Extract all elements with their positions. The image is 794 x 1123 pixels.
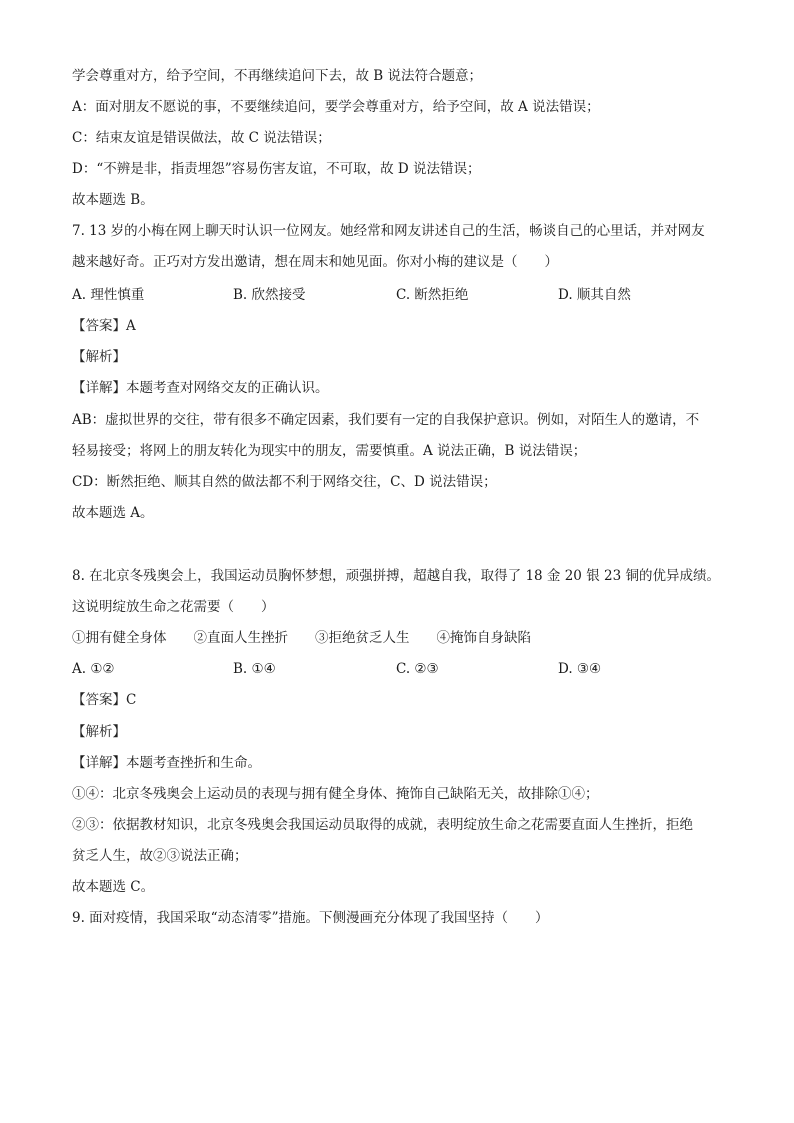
q7-stem-line-1: 7. 13 岁的小梅在网上聊天时认识一位网友。她经常和网友讲述自己的生活，畅谈自己的心里话，并对网友 (72, 223, 705, 239)
q8-detail: 【详解】本题考查挫折和生命。 (72, 755, 261, 771)
q8-option-b: B. ①④ (233, 661, 276, 677)
q7-option-a: A. 理性慎重 (72, 287, 145, 303)
q8-stem-line-2: 这说明绽放生命之花需要（ ） (72, 599, 275, 615)
q7-option-c: C. 断然拒绝 (396, 287, 469, 303)
q8-numbered-items: ①拥有健全身体 ②直面人生挫折 ③拒绝贫乏人生 ④掩饰自身缺陷 (72, 630, 531, 646)
q8-explanation-1: ①④：北京冬残奥会上运动员的表现与拥有健全身体、掩饰自己缺陷无关，故排除①④； (72, 786, 599, 802)
q7-conclusion: 故本题选 A。 (72, 505, 154, 521)
q6-option-d-explanation: D：“不辨是非，指责埋怨”容易伤害友谊，不可取，故 D 说法错误； (72, 161, 481, 177)
q8-explanation-2-line-2: 贫乏人生，故②③说法正确； (72, 848, 248, 864)
q8-analysis-heading: 【解析】 (72, 724, 126, 740)
q7-answer: 【答案】A (72, 318, 136, 334)
q8-option-d: D. ③④ (558, 661, 602, 677)
q7-cd-explanation: CD：断然拒绝、顺其自然的做法都不利于网络交往，C、D 说法错误； (72, 474, 497, 490)
q8-option-c: C. ②③ (396, 661, 439, 677)
q8-answer: 【答案】C (72, 692, 137, 708)
q6-text-line-1: 学会尊重对方，给予空间，不再继续追问下去，故 B 说法符合题意； (72, 68, 483, 84)
q7-option-b: B. 欣然接受 (233, 287, 306, 303)
q9-stem: 9. 面对疫情，我国采取“动态清零”措施。下侧漫画充分体现了我国坚持（ ） (72, 910, 549, 926)
q8-conclusion: 故本题选 C。 (72, 879, 155, 895)
q6-conclusion: 故本题选 B。 (72, 192, 154, 208)
q6-option-a-explanation: A：面对朋友不愿说的事，不要继续追问，要学会尊重对方，给予空间，故 A 说法错误； (72, 99, 600, 115)
q7-ab-explanation-line-1: AB：虚拟世界的交往，带有很多不确定因素，我们要有一定的自我保护意识。例如，对陌生人的邀请，不 (72, 412, 700, 428)
q7-analysis-heading: 【解析】 (72, 349, 126, 365)
q8-stem-line-1: 8. 在北京冬残奥会上，我国运动员胸怀梦想，顽强拼搏，超越自我，取得了 18 金 20 银 23 铜的优异成绩。 (72, 568, 720, 584)
q7-stem-line-2: 越来越好奇。正巧对方发出邀请，想在周末和她见面。你对小梅的建议是（ ） (72, 254, 558, 270)
q8-explanation-2-line-1: ②③：依据教材知识，北京冬残奥会我国运动员取得的成就，表明绽放生命之花需要直面人生挫折，拒绝 (72, 817, 693, 833)
q8-option-a: A. ①② (72, 661, 115, 677)
q6-option-c-explanation: C：结束友谊是错误做法，故 C 说法错误； (72, 130, 331, 146)
q7-detail: 【详解】本题考查对网络交友的正确认识。 (72, 380, 329, 396)
q7-ab-explanation-line-2: 轻易接受；将网上的朋友转化为现实中的朋友，需要慎重。A 说法正确，B 说法错误； (72, 443, 587, 459)
q7-option-d: D. 顺其自然 (558, 287, 631, 303)
